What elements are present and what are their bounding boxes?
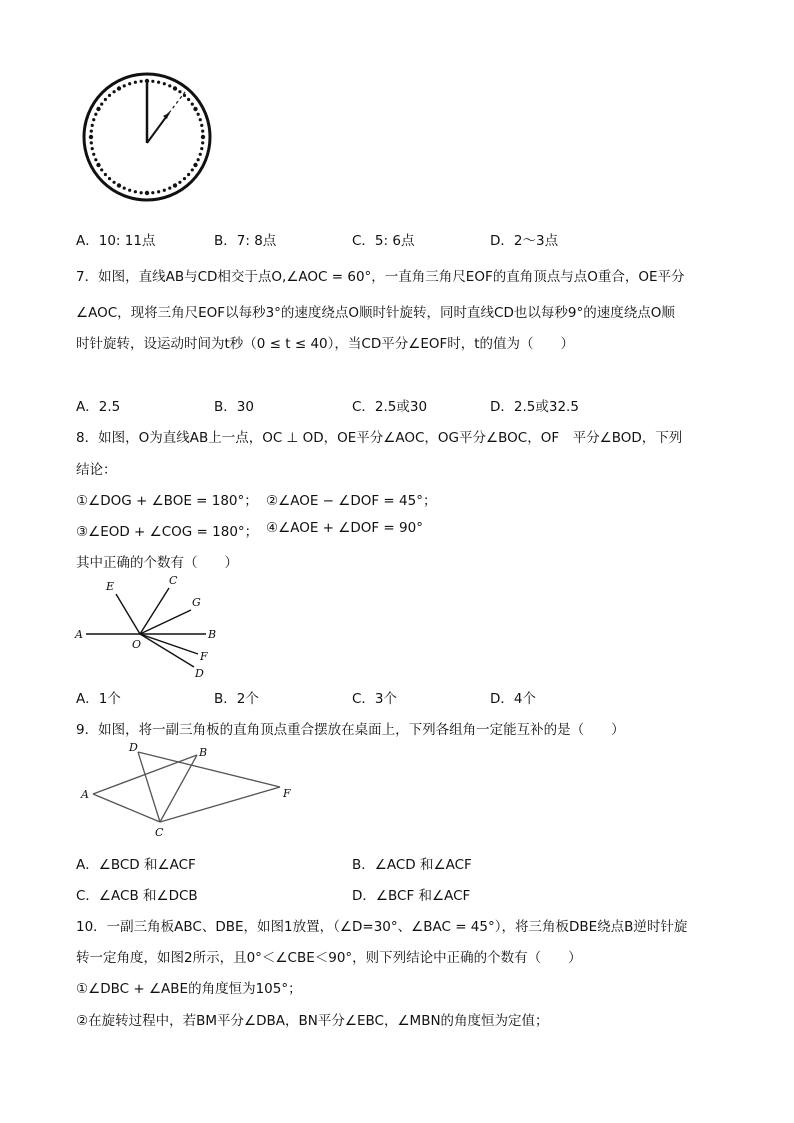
q8-figure	[74, 572, 234, 682]
clock-dashed-extension	[169, 92, 185, 113]
clock-dot	[199, 153, 202, 156]
q8-ray-oe	[116, 594, 140, 634]
clock-dot	[128, 82, 131, 85]
q8-statement-3: ③∠EOD + ∠COG = 180°；	[76, 524, 259, 540]
q10-stem-line-1: 10．一副三角板ABC、DBE，如图1放置，（∠D=30°、∠BAC = 45°），将三角板DBE绕点B逆时针旋	[76, 919, 688, 935]
clock-dot	[191, 168, 194, 171]
clock-dot	[96, 163, 100, 167]
q7-option-c[interactable]: C．2.5或30	[352, 399, 428, 415]
clock-dot	[201, 130, 204, 133]
q9-option-d[interactable]: D．∠BCF 和∠ACF	[352, 888, 471, 904]
clock-dot	[197, 158, 200, 161]
q9-label-a: A	[81, 788, 89, 801]
clock-dot	[92, 118, 95, 121]
clock-dot	[112, 181, 115, 184]
clock-dot	[96, 107, 100, 111]
clock-dot	[94, 158, 97, 161]
clock-dot	[134, 81, 137, 84]
q6-option-a[interactable]: A．10: 11点	[76, 233, 156, 249]
q8-stem-line-1: 8．如图，O为直线AB上一点，OC ⊥ OD，OE平分∠AOC，OG平分∠BOC，OF 平分∠BOD，下列	[76, 430, 683, 446]
clock-dot	[140, 80, 143, 83]
q8-statement-4: ④∠AOE + ∠DOF = 90°	[266, 520, 423, 536]
q8-label-f: F	[200, 650, 208, 663]
q6-option-d[interactable]: D．2～3点	[490, 233, 559, 249]
clock-dot	[183, 177, 186, 180]
q8-question: 其中正确的个数有（ ）	[76, 555, 238, 571]
q8-option-b[interactable]: B．2个	[214, 691, 259, 707]
clock-dot	[151, 191, 154, 194]
clock-dot	[128, 189, 131, 192]
q8-label-c: C	[169, 574, 178, 587]
q8-label-o: O	[132, 638, 142, 651]
clock-figure	[78, 70, 218, 205]
clock-dot	[178, 181, 181, 184]
clock-dot	[163, 82, 166, 85]
clock-dot	[187, 98, 190, 101]
clock-dot	[173, 86, 177, 90]
clock-dot	[178, 90, 181, 93]
q9-option-b[interactable]: B．∠ACD 和∠ACF	[352, 857, 472, 873]
clock-dot	[108, 94, 111, 97]
clock-dot	[193, 163, 197, 167]
q7-stem-line-2: ∠AOC，现将三角尺EOF以每秒3°的速度绕点O顺时针旋转，同时直线CD也以每秒9°的速度绕点O顺	[76, 305, 675, 321]
clock-dot	[197, 113, 200, 116]
q6-option-b[interactable]: B．7: 8点	[214, 233, 277, 249]
clock-dot	[112, 90, 115, 93]
q9-option-a[interactable]: A．∠BCD 和∠ACF	[76, 857, 196, 873]
clock-dot	[183, 94, 186, 97]
q9-segment-dc	[138, 752, 160, 822]
clock-dot	[193, 107, 197, 111]
clock-dot	[173, 183, 177, 187]
q8-option-c[interactable]: C．3个	[352, 691, 398, 707]
q9-option-c[interactable]: C．∠ACB 和∠DCB	[76, 888, 198, 904]
clock-dot	[151, 80, 154, 83]
clock-dot	[104, 173, 107, 176]
q10-stem-line-2: 转一定角度，如图2所示，且0°＜∠CBE＜90°，则下列结论中正确的个数有（ ）	[76, 950, 582, 966]
q7-option-d[interactable]: D．2.5或32.5	[490, 399, 579, 415]
q8-statement-2: ②∠AOE − ∠DOF = 45°；	[266, 493, 437, 509]
clock-dot	[90, 141, 93, 144]
q8-stem-line-2: 结论：	[76, 462, 117, 478]
clock-dot	[94, 113, 97, 116]
q8-label-e: E	[106, 580, 115, 593]
clock-dot	[187, 173, 190, 176]
clock-dot	[134, 190, 137, 193]
q9-segment-bc	[160, 755, 197, 822]
clock-dot	[90, 130, 93, 133]
q7-stem-line-3: 时针旋转，设运动时间为t秒（0 ≤ t ≤ 40），当CD平分∠EOF时，t的值为（ ）	[76, 336, 575, 352]
q7-stem-line-1: 7．如图，直线AB与CD相交于点O,∠AOC = 60°，一直角三角尺EOF的直角顶点与点O重合，OE平分	[76, 269, 685, 285]
q9-stem-line-1: 9．如图，将一副三角板的直角顶点重合摆放在桌面上，下列各组角一定能互补的是（ ）	[76, 722, 625, 738]
clock-dot	[157, 190, 160, 193]
clock-dot	[117, 86, 121, 90]
q10-statement-2: ②在旋转过程中，若BM平分∠DBA，BN平分∠EBC，∠MBN的角度恒为定值；	[76, 1013, 549, 1029]
clock-dot	[92, 153, 95, 156]
clock-dot	[191, 102, 194, 105]
q10-statement-1: ①∠DBC + ∠ABE的角度恒为105°；	[76, 981, 302, 997]
q8-statement-1: ①∠DOG + ∠BOE = 180°；	[76, 493, 258, 509]
q9-label-d: D	[129, 741, 138, 754]
clock-dot	[163, 189, 166, 192]
clock-dot	[168, 187, 171, 190]
clock-dot	[89, 135, 93, 139]
clock-dot	[199, 118, 202, 121]
q8-option-d[interactable]: D．4个	[490, 691, 536, 707]
clock-dot	[117, 183, 121, 187]
clock-dot	[200, 124, 203, 127]
clock-dot	[201, 141, 204, 144]
q7-option-a[interactable]: A．2.5	[76, 399, 121, 415]
q9-figure	[78, 740, 298, 840]
clock-dot	[140, 191, 143, 194]
clock-dot	[91, 124, 94, 127]
clock-dot	[100, 102, 103, 105]
clock-dot	[157, 81, 160, 84]
q9-label-c: C	[155, 826, 164, 839]
q8-label-a: A	[75, 628, 83, 641]
clock-dot	[91, 147, 94, 150]
q6-option-c[interactable]: C．5: 6点	[352, 233, 415, 249]
clock-dot	[104, 98, 107, 101]
q9-segment-ac	[93, 794, 160, 822]
clock-dot	[168, 84, 171, 87]
clock-dot	[201, 135, 205, 139]
q8-label-g: G	[192, 596, 201, 609]
clock-dot	[108, 177, 111, 180]
q7-option-b[interactable]: B．30	[214, 399, 254, 415]
clock-dot	[145, 191, 149, 195]
q8-label-b: B	[208, 628, 217, 641]
clock-dot	[123, 187, 126, 190]
clock-dot	[123, 84, 126, 87]
clock-dot	[145, 79, 149, 83]
clock-dot	[100, 168, 103, 171]
q8-label-d: D	[195, 667, 204, 680]
clock-dot	[200, 147, 203, 150]
q9-label-b: B	[199, 746, 208, 759]
q9-label-f: F	[283, 787, 291, 800]
q9-segment-cf	[160, 787, 280, 822]
clock-hand-arrowhead	[163, 113, 169, 119]
q8-option-a[interactable]: A．1个	[76, 691, 121, 707]
